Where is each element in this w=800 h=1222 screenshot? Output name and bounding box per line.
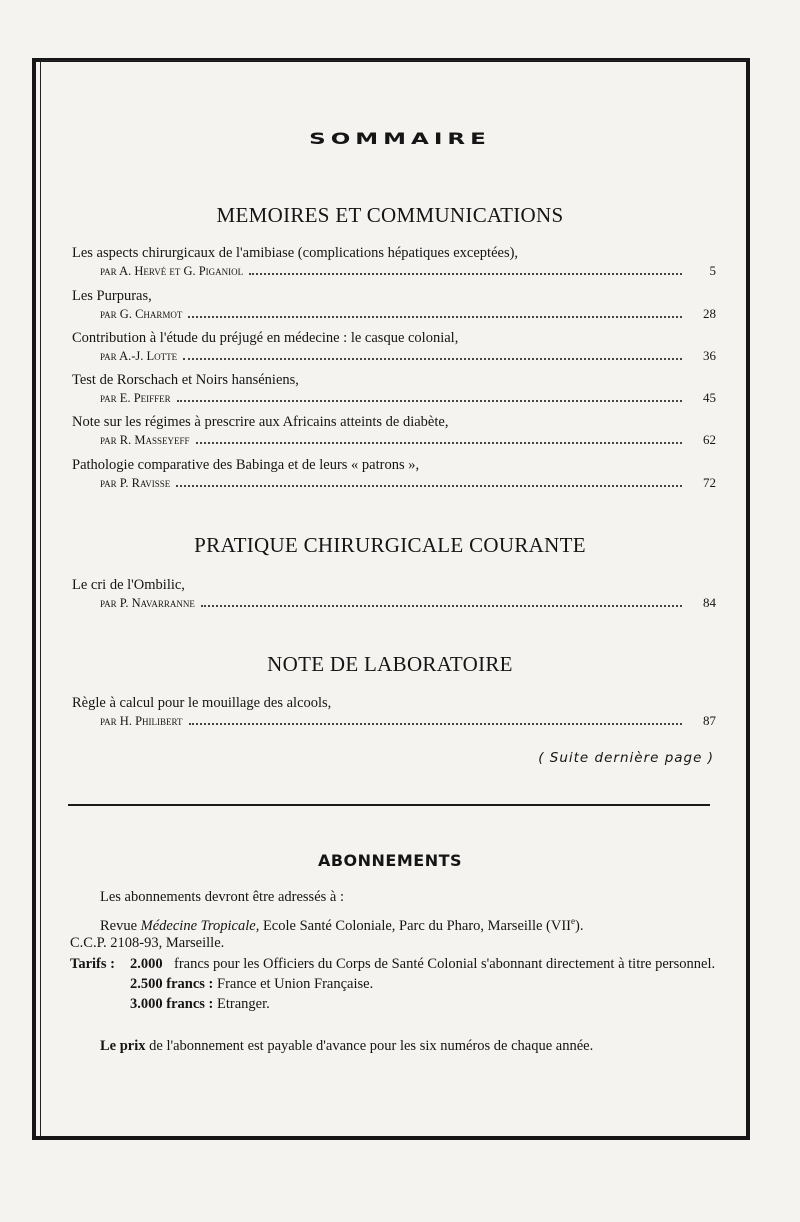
toc-entry-author: par G. Charmot bbox=[100, 307, 183, 321]
toc-entry-author: par P. Ravisse bbox=[100, 476, 171, 490]
abonnements-intro: Les abonnements devront être adressés à : bbox=[100, 889, 344, 905]
toc-entry-author: par P. Navarranne bbox=[100, 596, 195, 610]
toc-entry[interactable] bbox=[72, 695, 716, 730]
tarif-description: Etranger. bbox=[217, 996, 270, 1012]
suite-note: ( Suite dernière page ) bbox=[538, 750, 714, 766]
tarifs-block bbox=[70, 956, 720, 1013]
dot-leader bbox=[189, 723, 683, 725]
toc-entry-author: par E. Peiffer bbox=[100, 391, 171, 405]
dot-leader bbox=[201, 605, 682, 607]
tarif-price: 2.500 francs : bbox=[130, 976, 214, 992]
tarifs-label: Tarifs : bbox=[70, 956, 115, 972]
address-text: Ecole Santé Coloniale, Parc du Pharo, Marseille (VII bbox=[259, 917, 571, 934]
section-title-memoires: MEMOIRES ET COMMUNICATIONS bbox=[216, 203, 564, 227]
toc-entry[interactable] bbox=[72, 245, 716, 280]
toc-entry[interactable] bbox=[72, 372, 716, 407]
toc-entry-page: 84 bbox=[703, 595, 716, 610]
tarif-description: France et Union Française. bbox=[217, 976, 374, 992]
address-prefix: Revue bbox=[100, 917, 141, 934]
toc-entry-title: Règle à calcul pour le mouillage des alcools, bbox=[72, 695, 332, 711]
tarif-price: 2.000 bbox=[130, 956, 163, 972]
toc-entry-page: 62 bbox=[703, 432, 716, 447]
abonnements-address bbox=[70, 913, 720, 952]
page-title: SOMMAIRE bbox=[309, 129, 491, 149]
toc-entry-author: par H. Philibert bbox=[100, 714, 183, 728]
divider bbox=[68, 804, 710, 806]
toc-entry-title: Pathologie comparative des Babinga et de leurs « patrons », bbox=[72, 457, 420, 473]
toc-entry-title: Les Purpuras, bbox=[72, 288, 152, 304]
toc-entry-title: Note sur les régimes à prescrire aux Africains atteints de diabète, bbox=[72, 414, 449, 430]
dot-leader bbox=[196, 442, 682, 444]
address-superscript: e bbox=[571, 916, 575, 926]
payment-note-text: de l'abonnement est payable d'avance pour les six numéros de chaque année. bbox=[145, 1038, 594, 1054]
toc-entry-page: 28 bbox=[703, 306, 716, 321]
toc-entry-page: 87 bbox=[703, 713, 716, 728]
abonnements-title: ABONNEMENTS bbox=[317, 851, 463, 870]
ccp-line: C.C.P. 2108-93, Marseille. bbox=[70, 934, 225, 951]
address-end: ). bbox=[575, 917, 584, 934]
dot-leader bbox=[177, 400, 682, 402]
toc-entry-title: Le cri de l'Ombilic, bbox=[72, 577, 185, 593]
section-title-laboratoire: NOTE DE LABORATOIRE bbox=[267, 652, 513, 676]
toc-entry-page: 5 bbox=[709, 263, 716, 278]
toc-entry-page: 45 bbox=[703, 390, 716, 405]
payment-note bbox=[70, 1038, 712, 1055]
section-title-pratique: PRATIQUE CHIRURGICALE COURANTE bbox=[194, 533, 586, 557]
toc-entry[interactable] bbox=[72, 330, 716, 365]
toc-entry[interactable] bbox=[72, 457, 716, 492]
toc-entry[interactable] bbox=[72, 414, 716, 449]
dot-leader bbox=[249, 273, 682, 275]
dot-leader bbox=[183, 358, 682, 360]
toc-entry-page: 36 bbox=[703, 348, 716, 363]
payment-note-bold: Le prix bbox=[100, 1038, 146, 1054]
tarif-description: francs pour les Officiers du Corps de Santé Colonial s'abonnant directement à titre personnel. bbox=[174, 956, 716, 972]
toc-entry[interactable] bbox=[72, 577, 716, 612]
toc-entry-author: par R. Masseyeff bbox=[100, 433, 190, 447]
toc-entry-author: par A.-J. Lotte bbox=[100, 349, 178, 363]
toc-entry-title: Test de Rorschach et Noirs hanséniens, bbox=[72, 372, 299, 388]
toc-entry-title: Les aspects chirurgicaux de l'amibiase (complications hépatiques exceptées), bbox=[72, 245, 519, 261]
toc-entry-author: par A. Hervé et G. Piganiol bbox=[100, 264, 244, 278]
journal-name: Médecine Tropicale, bbox=[140, 917, 260, 934]
toc-entry-title: Contribution à l'étude du préjugé en médecine : le casque colonial, bbox=[72, 330, 459, 346]
dot-leader bbox=[188, 316, 682, 318]
dot-leader bbox=[176, 485, 682, 487]
toc-entry[interactable] bbox=[72, 288, 716, 323]
toc-entry-page: 72 bbox=[703, 475, 716, 490]
tarif-price: 3.000 francs : bbox=[130, 996, 214, 1012]
